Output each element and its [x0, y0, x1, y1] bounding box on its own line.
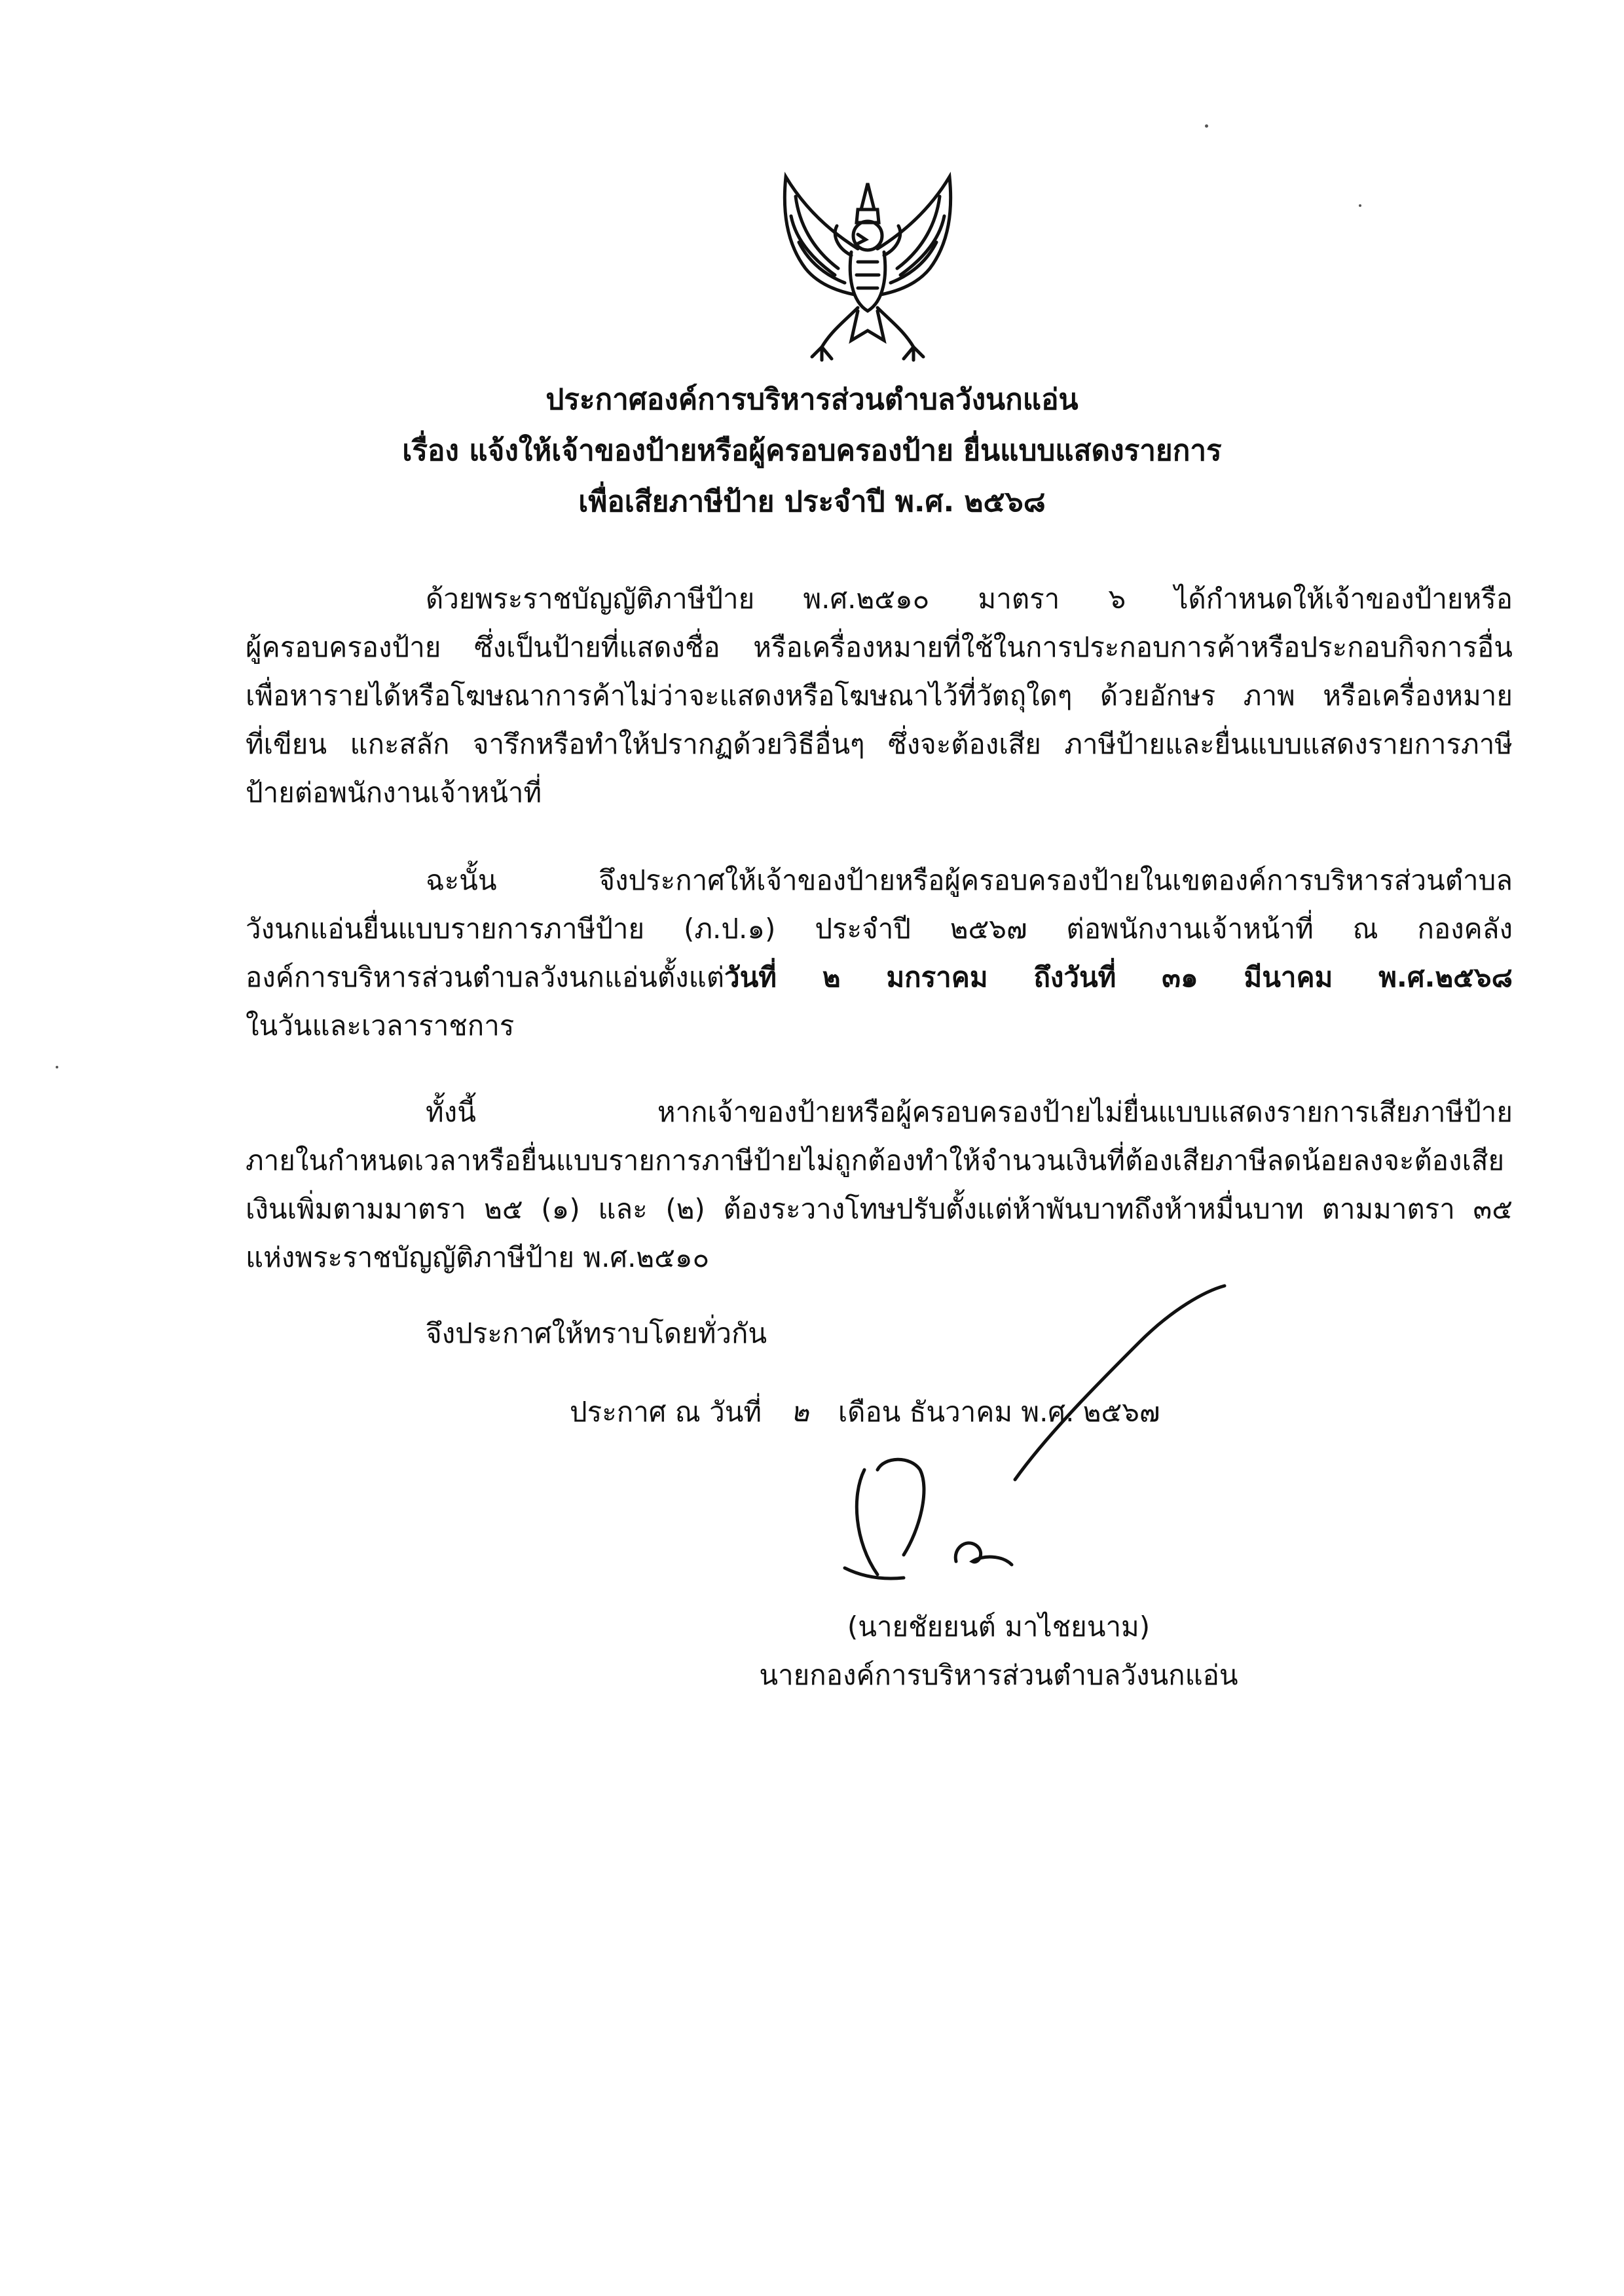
scan-speck: [1359, 204, 1361, 207]
paragraph-line: เพื่อหารายได้หรือโฆษณาการค้าไม่ว่าจะแสดงหรือโฆษณาไว้ที่วัตถุใดๆ ด้วยอักษร ภาพ หรือเครื่องหมาย: [246, 680, 1513, 712]
paragraph-1: [246, 575, 1513, 817]
paragraph-line: ผู้ครอบครองป้าย ซึ่งเป็นป้ายที่แสดงชื่อ หรือเครื่องหมายที่ใช้ในการประกอบการค้าหรือประกอบกิจการอื่น: [246, 631, 1513, 663]
announcement-heading: [0, 374, 1624, 528]
paragraph-line: ป้ายต่อพนักงานเจ้าหน้าที่: [246, 776, 542, 809]
heading-subject: เรื่อง แจ้งให้เจ้าของป้ายหรือผู้ครอบครองป้าย ยื่นแบบแสดงรายการ: [402, 434, 1222, 467]
paragraph-line: ฉะนั้น จึงประกาศให้เจ้าของป้ายหรือผู้ครอบครองป้ายในเขตองค์การบริหารส่วนตำบล: [426, 864, 1513, 896]
signatory-position: นายกองค์การบริหารส่วนตำบลวังนกแอ่น: [759, 1659, 1238, 1691]
handwritten-signature: [825, 1450, 1035, 1588]
paragraph-line: ที่เขียน แกะสลัก จารึกหรือทำให้ปรากฏด้วยวิธีอื่นๆ ซึ่งจะต้องเสีย ภาษีป้ายและยื่นแบบแสดงรายการภาษี: [246, 728, 1513, 760]
filing-deadline: วันที่ ๒ มกราคม ถึงวันที่ ๓๑ มีนาคม พ.ศ.๒๕๖๘: [724, 961, 1513, 993]
signatory-name: (นายชัยยนต์ มาไชยนาม): [847, 1611, 1151, 1643]
scan-speck: [1205, 124, 1208, 128]
paragraph-line: เงินเพิ่มตามมาตรา ๒๕ (๑) และ (๒) ต้องระวางโทษปรับตั้งแต่ห้าพันบาทถึงห้าหมื่นบาท ตามมาตรา ๓๕: [246, 1193, 1513, 1225]
paragraph-line: ทั้งนี้ หากเจ้าของป้ายหรือผู้ครอบครองป้ายไม่ยื่นแบบแสดงรายการเสียภาษีป้าย: [426, 1096, 1513, 1128]
paragraph-line-with-deadline: [246, 953, 1513, 1002]
approval-stroke: [1008, 1283, 1231, 1493]
paragraph-line: วังนกแอ่นยื่นแบบรายการภาษีป้าย (ภ.ป.๑) ประจำปี ๒๕๖๗ ต่อพนักงานเจ้าหน้าที่ ณ กองคลัง: [246, 913, 1513, 945]
scan-speck: [56, 1066, 58, 1068]
garuda-emblem-icon: [760, 170, 976, 367]
paragraph-line: ด้วยพระราชบัญญัติภาษีป้าย พ.ศ.๒๕๑๐ มาตรา ๖ ได้กำหนดให้เจ้าของป้ายหรือ: [426, 583, 1513, 615]
closing-statement: จึงประกาศให้ทราบโดยทั่วกัน: [426, 1317, 767, 1349]
paragraph-text: องค์การบริหารส่วนตำบลวังนกแอ่นตั้งแต่: [246, 961, 725, 993]
date-prefix: ประกาศ ณ วันที่: [570, 1396, 762, 1428]
signatory-block: [655, 1603, 1342, 1700]
heading-subject-cont: เพื่อเสียภาษีป้าย ประจำปี พ.ศ. ๒๕๖๘: [578, 485, 1046, 519]
paragraph-line: ภายในกำหนดเวลาหรือยื่นแบบรายการภาษีป้ายไม่ถูกต้องทำให้จำนวนเงินที่ต้องเสียภาษีลดน้อยลงจะต้องเสีย: [246, 1144, 1505, 1176]
paragraph-line: ในวันและเวลาราชการ: [246, 1010, 515, 1042]
paragraph-line: แห่งพระราชบัญญัติภาษีป้าย พ.ศ.๒๕๑๐: [246, 1241, 710, 1273]
heading-title: ประกาศองค์การบริหารส่วนตำบลวังนกแอ่น: [545, 383, 1079, 416]
date-month-year: เดือน ธันวาคม พ.ศ. ๒๕๖๗: [838, 1396, 1160, 1428]
paragraph-3: [246, 1088, 1513, 1282]
paragraph-2: [246, 856, 1513, 1050]
date-day-handwritten: ๒: [790, 1396, 809, 1428]
